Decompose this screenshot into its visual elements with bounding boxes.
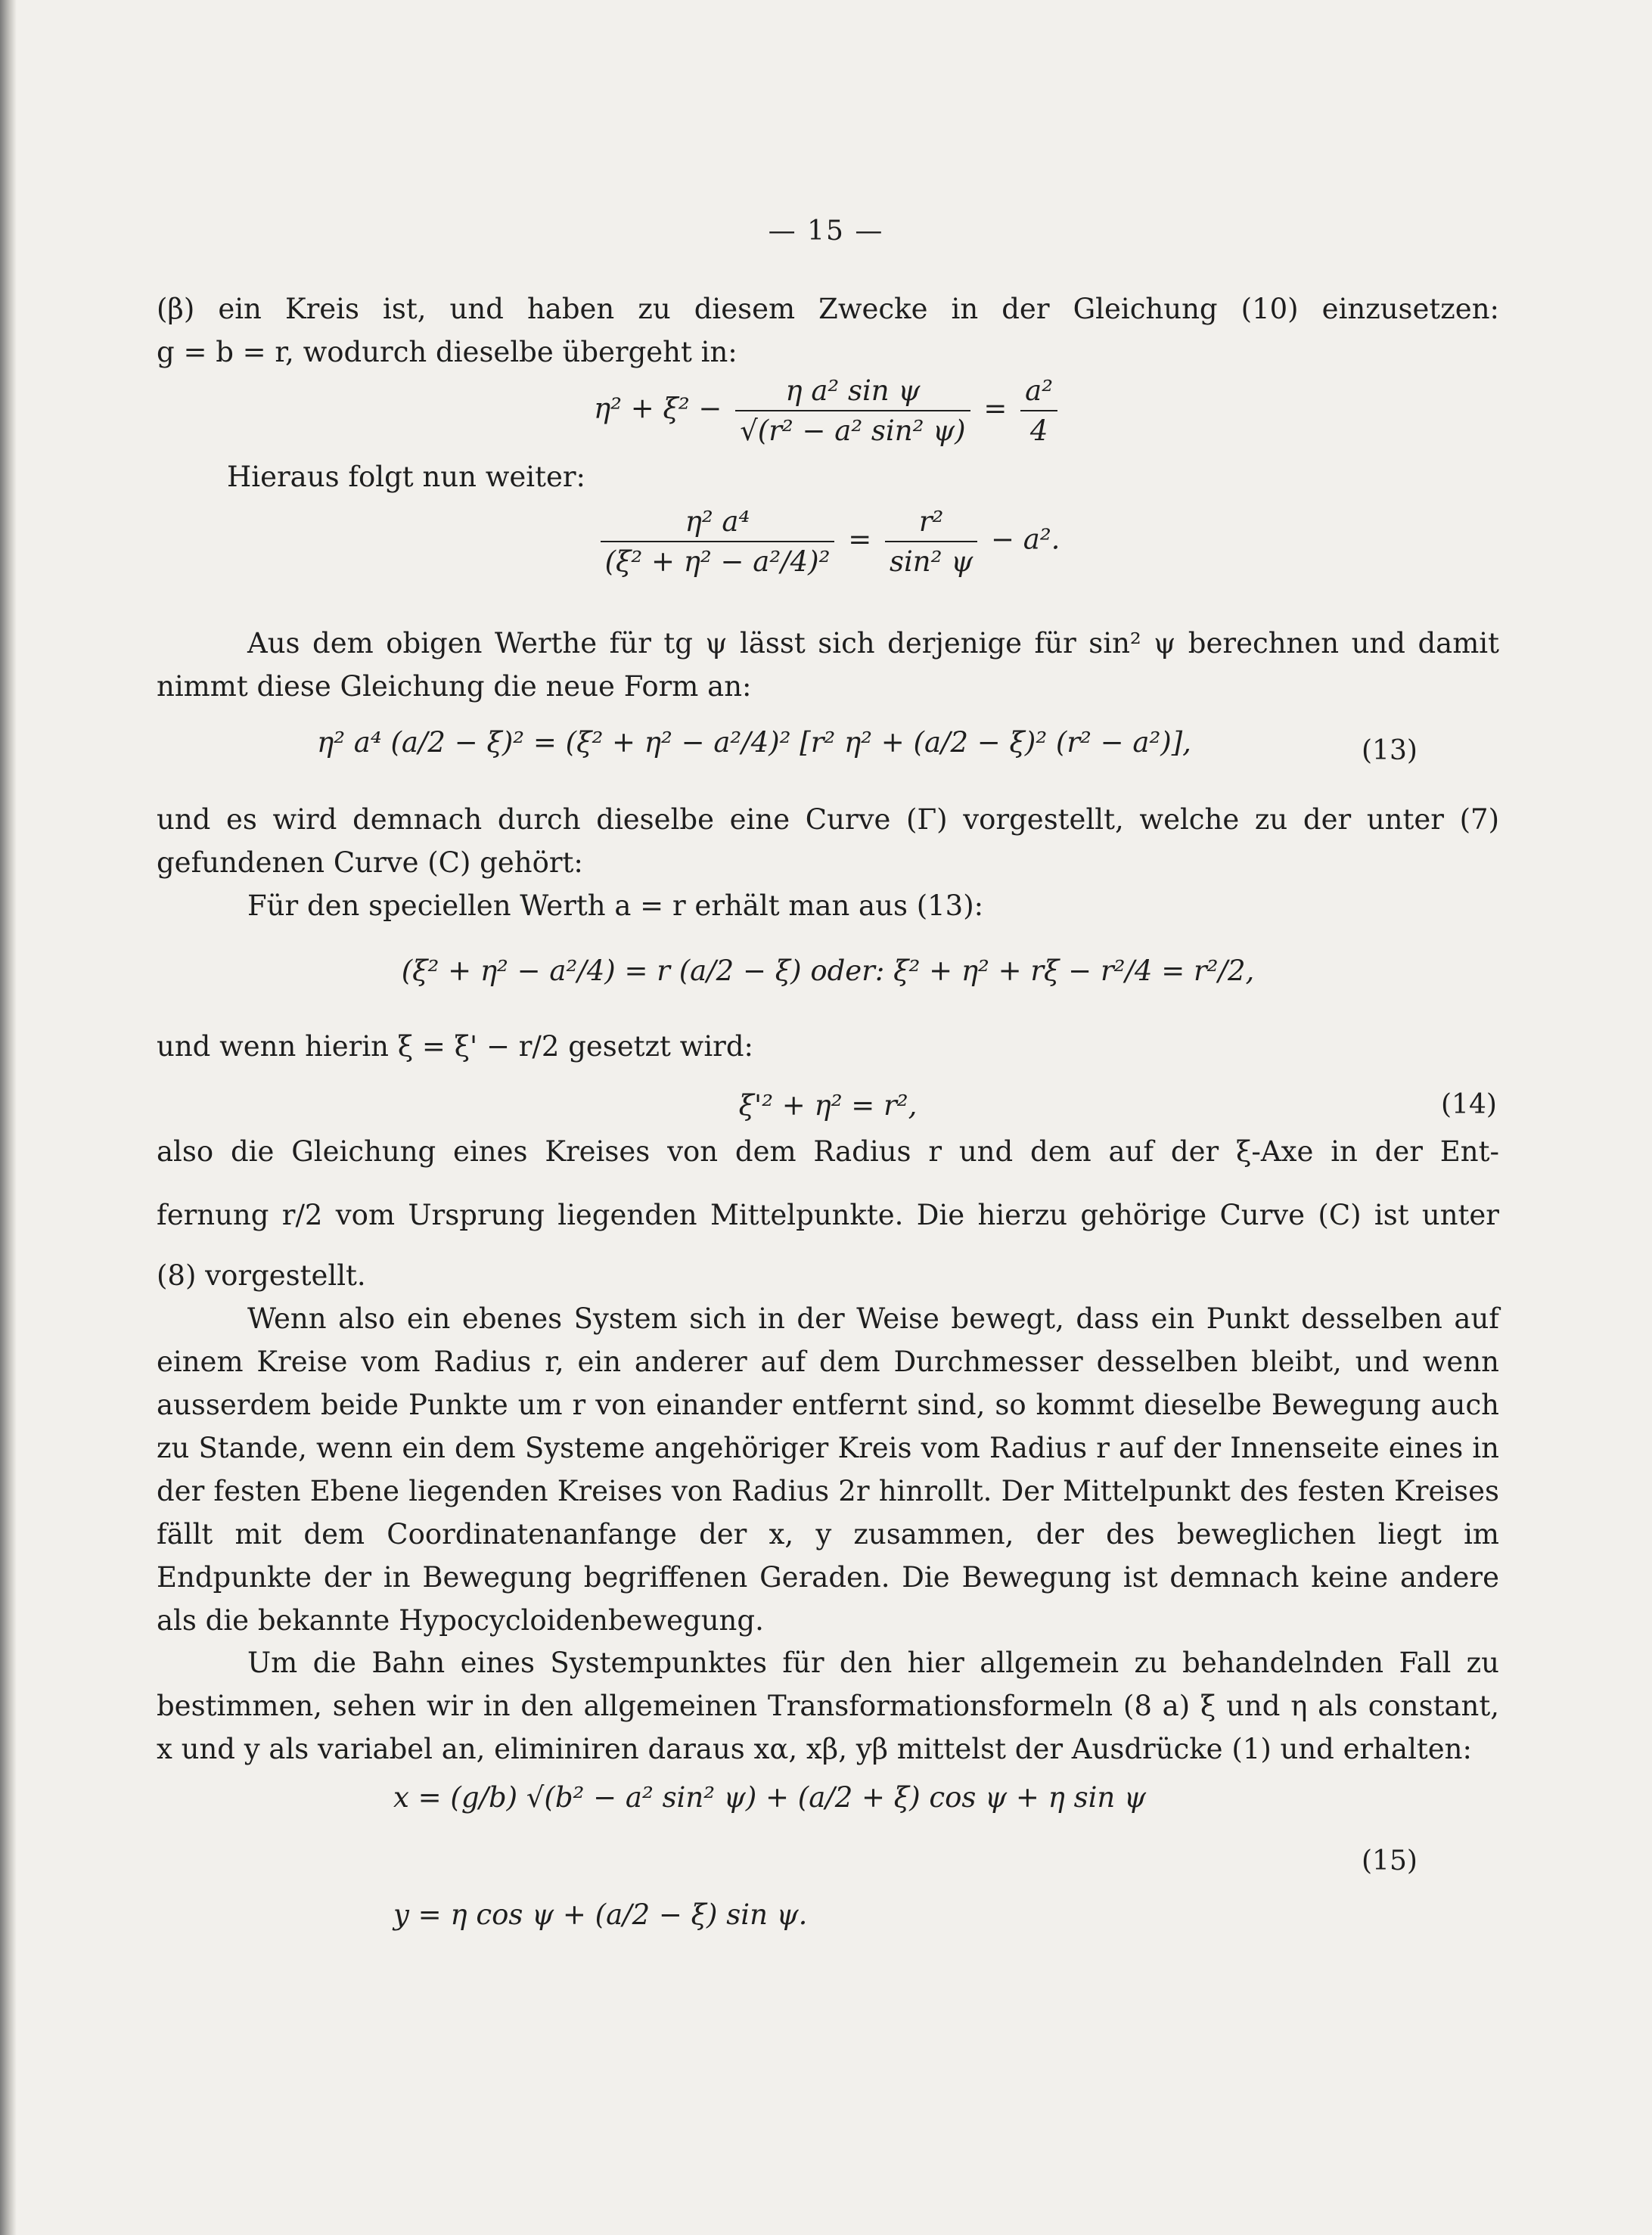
text-line-7: gefundenen Curve (C) gehört: (157, 846, 583, 879)
equation-a-equals: = (983, 392, 1008, 425)
equation-a-rhs-denominator: 4 (1029, 414, 1048, 447)
equation-15-x: x = (g/b) √(b² − a² sin² ψ) + (a/2 + ξ) cos ψ + η sin ψ (393, 1781, 1147, 1814)
text-line-8: Für den speciellen Werth a = r erhält man aus (13): (247, 889, 984, 922)
equation-a-denominator: √(r² − a² sin² ψ) (740, 414, 966, 447)
equation-c: (ξ² + η² − a²/4) = r (a/2 − ξ) oder: ξ² + η² + rξ − r²/4 = r²/2, (401, 955, 1255, 987)
equation-15-y: y = η cos ψ + (a/2 − ξ) sin ψ. (393, 1898, 808, 1931)
equation-b (157, 505, 1499, 578)
equation-b-fraction (601, 505, 835, 578)
equation-a-numerator: η a² sin ψ (735, 374, 970, 411)
text-line-1: (β) ein Kreis ist, und haben zu diesem Zwecke in der Gleichung (10) einzusetzen: (157, 293, 1499, 325)
equation-14: ξ'² + η² = r², (738, 1089, 918, 1122)
text-line-2: g = b = r, wodurch dieselbe übergeht in: (157, 336, 738, 368)
text-line-6: und es wird demnach durch dieselbe eine Curve (Γ) vorgestellt, welche zu der unter (7) (157, 803, 1499, 836)
equation-b-rhs-numerator: r² (885, 505, 977, 542)
paragraph-hypocycloid: Wenn also ein ebenes System sich in der Weise bewegt, dass ein Punkt desselben auf einem Kreise vom Radius r, ein anderer auf dem Durchmesser desselben bleibt, und wenn ausserdem beide Punkte um r von einander entfernt sind, so kommt dieselbe Bewegung auch zu Stande, wenn ein dem Systeme angehöriger Kreis vom Radius r auf der Innenseite eines in der festen Ebene liegenden Kreises von Radius 2r hinrollt. Der Mittelpunkt des festen Kreises fällt mit dem Coordinatenanfange der x, y zusammen, der des beweglichen liegt im Endpunkte der in Bewegung begriffenen Geraden. Die Bewegung ist demnach keine andere als die bekannte Hypocycloidenbewegung. (157, 1302, 1499, 1637)
equation-b-equals: = (848, 523, 872, 556)
text-line-9: und wenn hierin ξ = ξ' − r/2 gesetzt wird: (157, 1030, 753, 1063)
equation-15-number: (15) (1362, 1845, 1418, 1876)
equation-b-rhs-denominator: sin² ψ (889, 545, 974, 578)
equation-a-fraction (735, 374, 970, 447)
text-line-12: (8) vorgestellt. (157, 1259, 366, 1292)
equation-a-rhs-numerator: a² (1020, 374, 1057, 411)
equation-14-number: (14) (1441, 1089, 1497, 1120)
text-line-11: fernung r/2 vom Ursprung liegenden Mittelpunkte. Die hierzu gehörige Curve (C) ist unter (157, 1199, 1499, 1231)
equation-13-number: (13) (1362, 735, 1418, 766)
text-line-3: Hieraus folgt nun weiter: (227, 461, 586, 493)
equation-a-rhs-fraction (1020, 374, 1057, 447)
text-line-5: nimmt diese Gleichung die neue Form an: (157, 670, 752, 703)
equation-b-tail: − a². (991, 523, 1060, 556)
equation-b-denominator: (ξ² + η² − a²/4)² (604, 545, 831, 578)
equation-a-lhs: η² + ξ² − (593, 392, 722, 425)
page-number: — 15 — (768, 216, 884, 247)
paragraph-bahn: Um die Bahn eines Systempunktes für den hier allgemein zu behandelnden Fall zu bestimmen, sehen wir in den allgemeinen Transformationsformeln (8 a) ξ und η als constant, x und y als variabel an, eliminiren daraus xα, xβ, yβ mittelst der Ausdrücke (1) und erhalten: (157, 1647, 1499, 1765)
page-binding-shadow (0, 0, 17, 2235)
equation-b-numerator: η² a⁴ (601, 505, 835, 542)
equation-a (157, 374, 1499, 447)
text-line-10: also die Gleichung eines Kreises von dem Radius r und dem auf der ξ-Axe in der Ent- (157, 1135, 1499, 1168)
equation-b-rhs-fraction (885, 505, 977, 578)
equation-13: η² a⁴ (a/2 − ξ)² = (ξ² + η² − a²/4)² [r² η² + (a/2 − ξ)² (r² − a²)], (317, 726, 1191, 759)
text-line-4: Aus dem obigen Werthe für tg ψ lässt sich derjenige für sin² ψ berechnen und damit (247, 627, 1499, 660)
